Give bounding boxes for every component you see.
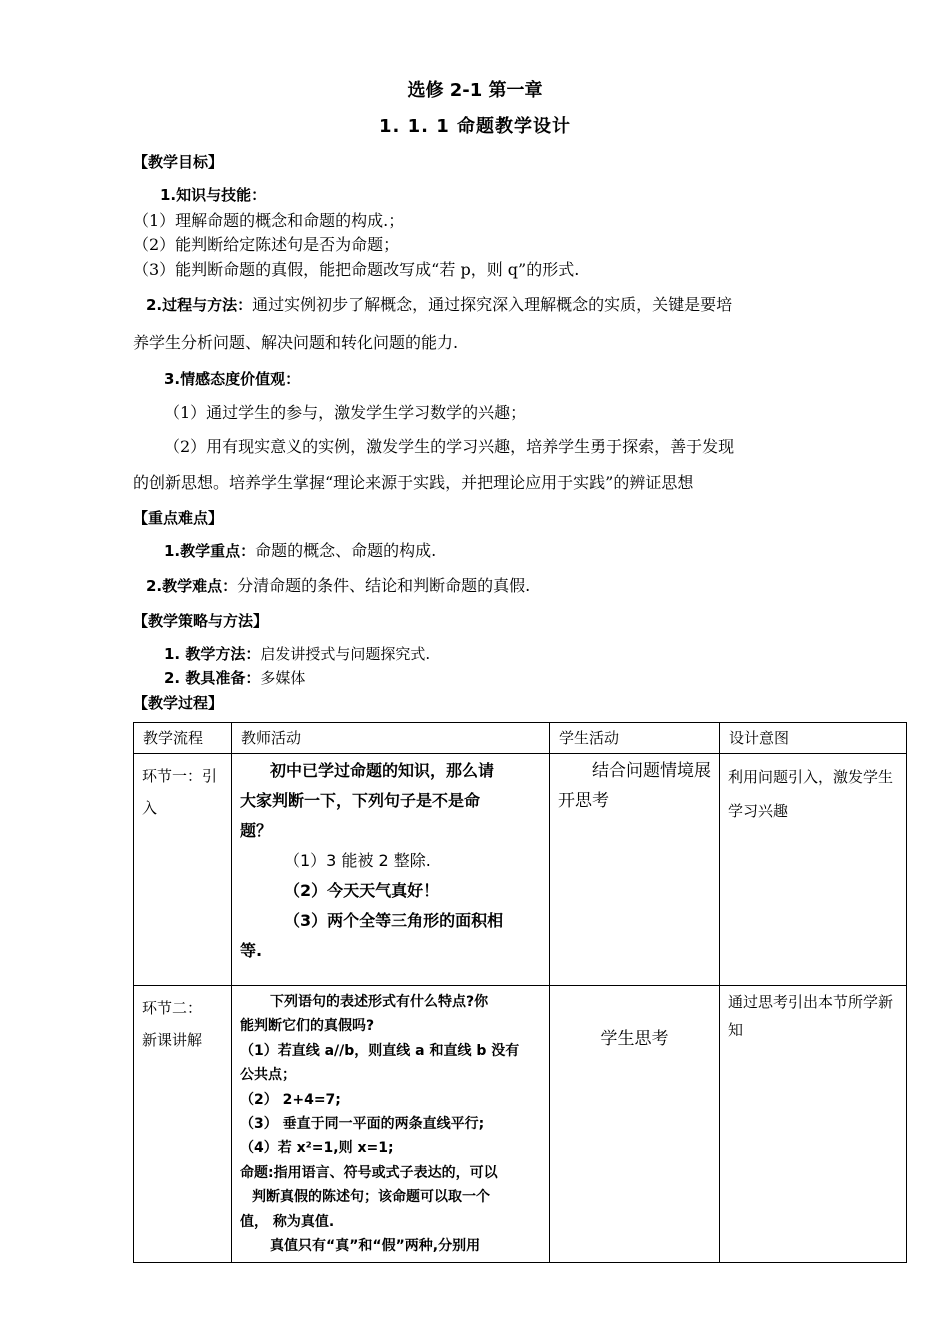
- row1-teacher-line: 题？: [240, 821, 273, 840]
- row2-flow-line: 新课讲解: [142, 1031, 203, 1049]
- knowledge-item-2: （2）能判断给定陈述句是否为命题；: [133, 235, 400, 254]
- table-row: [134, 754, 907, 986]
- row2-teacher-line: （3） 垂直于同一平面的两条直线平行;: [240, 1116, 485, 1133]
- row2-teacher-line: 判断真假的陈述句；该命题可以取一个: [252, 1189, 490, 1206]
- row1-flow: 环节一：引入: [142, 767, 218, 817]
- column-header-teacher: 教师活动: [241, 729, 302, 747]
- column-header-design: 设计意图: [729, 729, 790, 747]
- row2-student: 学生思考: [600, 1029, 669, 1049]
- tools-label: 2. 教具准备：: [164, 669, 261, 687]
- process-table-heading: 【教学过程】: [133, 694, 224, 712]
- row1-teacher-line: 等.: [240, 941, 263, 960]
- difficulty-line: [146, 573, 530, 596]
- row2-teacher-line: （1）若直线 a//b，则直线 a 和直线 b 没有: [240, 1042, 520, 1059]
- row2-teacher-line: 公共点；: [240, 1067, 296, 1084]
- difficulty-label: 2.教学难点：: [146, 577, 238, 595]
- table-header-row: [134, 723, 907, 754]
- row2-flow: [134, 986, 231, 1062]
- focus-line: [164, 538, 436, 561]
- process-table: [133, 722, 907, 1263]
- focus-text: 命题的概念、命题的构成.: [255, 541, 437, 560]
- keypoints-heading: 【重点难点】: [133, 509, 224, 527]
- row2-teacher-line: 值， 称为真值.: [240, 1213, 335, 1230]
- process-line-2: 养学生分析问题、解决问题和转化问题的能力.: [133, 333, 459, 352]
- row2-teacher: [232, 986, 549, 1262]
- row1-student: 结合问题情境展开思考: [558, 761, 711, 811]
- row2-teacher-line: 下列语句的表述形式有什么特点?你: [270, 994, 489, 1010]
- column-header-flow: 教学流程: [143, 729, 204, 747]
- difficulty-text: 分清命题的条件、结论和判断命题的真假.: [237, 576, 531, 595]
- row2-teacher-line: 命题:指用语言、符号或式子表达的，可以: [240, 1164, 498, 1181]
- emotion-item-2-line-1: （2）用有现实意义的实例，激发学生的学习兴趣，培养学生勇于探索，善于发现: [164, 437, 735, 456]
- column-header-student: 学生活动: [559, 729, 620, 747]
- focus-label: 1.教学重点：: [164, 542, 256, 560]
- process-text-1: 通过实例初步了解概念，通过探究深入理解概念的实质，关键是要培: [252, 295, 733, 314]
- method-label: 1. 教学方法：: [164, 645, 261, 663]
- emotion-item-2-line-2: 的创新思想。培养学生掌握“理论来源于实践，并把理论应用于实践”的辨证思想: [133, 473, 694, 492]
- row2-design: 通过思考引出本节所学新知: [728, 993, 894, 1039]
- strategy-heading: 【教学策略与方法】: [133, 612, 269, 630]
- method-text: 启发讲授式与问题探究式.: [260, 645, 431, 663]
- table-row: [134, 986, 907, 1263]
- process-label: 2.过程与方法：: [146, 296, 253, 314]
- document-title-line1: 选修 2-1 第一章: [407, 80, 543, 101]
- row1-teacher-line: （3）两个全等三角形的面积相: [284, 911, 504, 930]
- row1-teacher-line: （2）今天天气真好！: [284, 881, 440, 900]
- knowledge-item-3: （3）能判断命题的真假，能把命题改写成“若 p，则 q”的形式.: [133, 260, 580, 279]
- row1-teacher: [232, 754, 549, 968]
- row1-teacher-line: 大家判断一下，下列句子是不是命: [240, 791, 481, 810]
- row2-teacher-line: （4）若 x²=1,则 x=1;: [240, 1140, 394, 1157]
- row2-teacher-line: 真值只有“真”和“假”两种,分别用: [270, 1238, 481, 1255]
- knowledge-label: 1.知识与技能：: [160, 186, 267, 204]
- goals-heading: 【教学目标】: [133, 153, 224, 171]
- row2-teacher-line: （2） 2+4=7;: [240, 1091, 341, 1108]
- tools-line: [164, 667, 305, 688]
- emotion-item-1: （1）通过学生的参与，激发学生学习数学的兴趣；: [164, 403, 527, 422]
- row1-design: 利用问题引入，激发学生学习兴趣: [728, 768, 894, 820]
- row2-teacher-line: 能判断它们的真假吗?: [240, 1018, 375, 1035]
- method-line: [164, 643, 430, 664]
- emotion-label: 3.情感态度价值观：: [164, 370, 301, 388]
- document-title-line2: 1. 1. 1 命题教学设计: [378, 116, 572, 137]
- process-line-1: [146, 292, 732, 315]
- row1-teacher-line: （1）3 能被 2 整除.: [284, 851, 431, 870]
- tools-text: 多媒体: [260, 669, 306, 687]
- row2-flow-line: 环节二：: [142, 999, 203, 1017]
- row1-teacher-line: 初中已学过命题的知识，那么请: [270, 761, 495, 780]
- knowledge-item-1: （1）理解命题的概念和命题的构成.；: [133, 211, 405, 230]
